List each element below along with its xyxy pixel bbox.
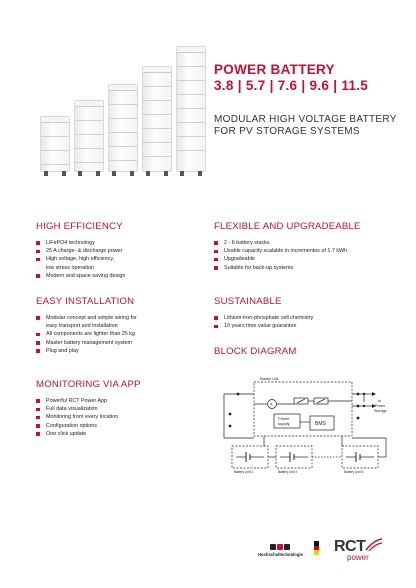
section-title-high-efficiency: HIGH EFFICIENCY	[36, 221, 123, 232]
list-item: High voltage, high efficiency, low stress operation	[36, 255, 201, 271]
list-item: Usable capacity scalable in incrementes of 1.7 kWh	[214, 247, 404, 255]
list-item: Lithium-iron-phosphate cell chemistry	[214, 314, 404, 322]
made-in-germany-flag-icon	[314, 541, 319, 555]
battery-tower-4	[108, 84, 138, 172]
list-item: Plug and play	[36, 347, 201, 355]
subtitle-line-1: MODULAR HIGH VOLTAGE BATTERY	[214, 114, 397, 125]
block-diagram	[214, 374, 400, 488]
rct-swoosh-icon	[365, 538, 383, 552]
list-item: 2 - 6 battery stacks	[214, 239, 404, 247]
label-battery-unit-1: Battery Unit 1	[234, 470, 254, 474]
label-ammeter: A	[270, 401, 273, 407]
list-item: 10 years time value guarantee	[214, 322, 404, 330]
section-title-sustainable: SUSTAINABLE	[214, 296, 282, 307]
high-efficiency-list	[36, 239, 201, 280]
title-line-2: 3.8 | 5.7 | 7.6 | 9.6 | 11.5	[214, 78, 369, 93]
list-item: 25 A charge- & discharge power	[36, 247, 201, 255]
label-power-supply-2: supply	[278, 421, 290, 426]
section-title-flexible: FLEXIBLE AND UPGRADEABLE	[214, 221, 361, 232]
product-image-battery-towers	[36, 40, 206, 180]
hochschule-logo	[258, 544, 304, 557]
easy-installation-list	[36, 314, 201, 355]
hochschule-mark-icon	[270, 544, 304, 550]
label-bms: BMS	[315, 421, 326, 427]
section-title-block-diagram: BLOCK DIAGRAM	[214, 346, 297, 357]
rct-wordmark: RCT	[334, 538, 366, 555]
list-item: Configuration options	[36, 422, 201, 430]
list-item: Upgradeable	[214, 255, 404, 263]
flexible-list	[214, 239, 404, 272]
list-item: LiFePO4 technology	[36, 239, 201, 247]
hochschule-label: Hochschultechnologie	[258, 552, 303, 557]
sustainable-list	[214, 314, 404, 330]
product-subtitle	[214, 114, 397, 138]
list-item: Master battery management system	[36, 339, 201, 347]
product-title	[214, 62, 368, 93]
label-battery-unit-5: Battery Unit 5	[344, 470, 364, 474]
master-unit-box	[254, 382, 352, 436]
battery-tower-6	[176, 46, 206, 172]
battery-tower-3	[74, 100, 104, 172]
list-item: One click update	[36, 430, 201, 438]
battery-tower-5	[142, 66, 172, 172]
label-power-supply-1: Power	[278, 416, 290, 421]
label-battery-unit-2: Battery Unit 2	[278, 470, 298, 474]
monitoring-list	[36, 397, 201, 438]
list-item: Suitable for back-up systems	[214, 264, 404, 272]
power-wordmark: power	[347, 553, 369, 562]
section-title-monitoring: MONITORING VIA APP	[36, 379, 141, 390]
title-line-1: POWER BATTERY	[214, 62, 335, 77]
list-item: Modular concept and simple wiring for easy transport and installation	[36, 314, 201, 330]
rct-power-logo	[334, 538, 383, 562]
subtitle-line-2: FOR PV STORAGE SYSTEMS	[214, 126, 360, 137]
list-item: Full data visualization	[36, 405, 201, 413]
list-item: Powerful RCT Power App	[36, 397, 201, 405]
list-item: All components are lighter than 25 kg	[36, 330, 201, 338]
label-to-storage-3: Storage	[374, 409, 387, 413]
label-to-storage-2: Power	[375, 404, 386, 408]
list-item: Modern and space-saving design	[36, 272, 201, 280]
battery-tower-2	[40, 116, 70, 172]
label-to-storage-1: to	[378, 399, 381, 403]
list-item: Monitoring from every location	[36, 413, 201, 421]
section-title-easy-installation: EASY INSTALLATION	[36, 296, 135, 307]
label-master-unit: Master Unit	[260, 377, 279, 381]
